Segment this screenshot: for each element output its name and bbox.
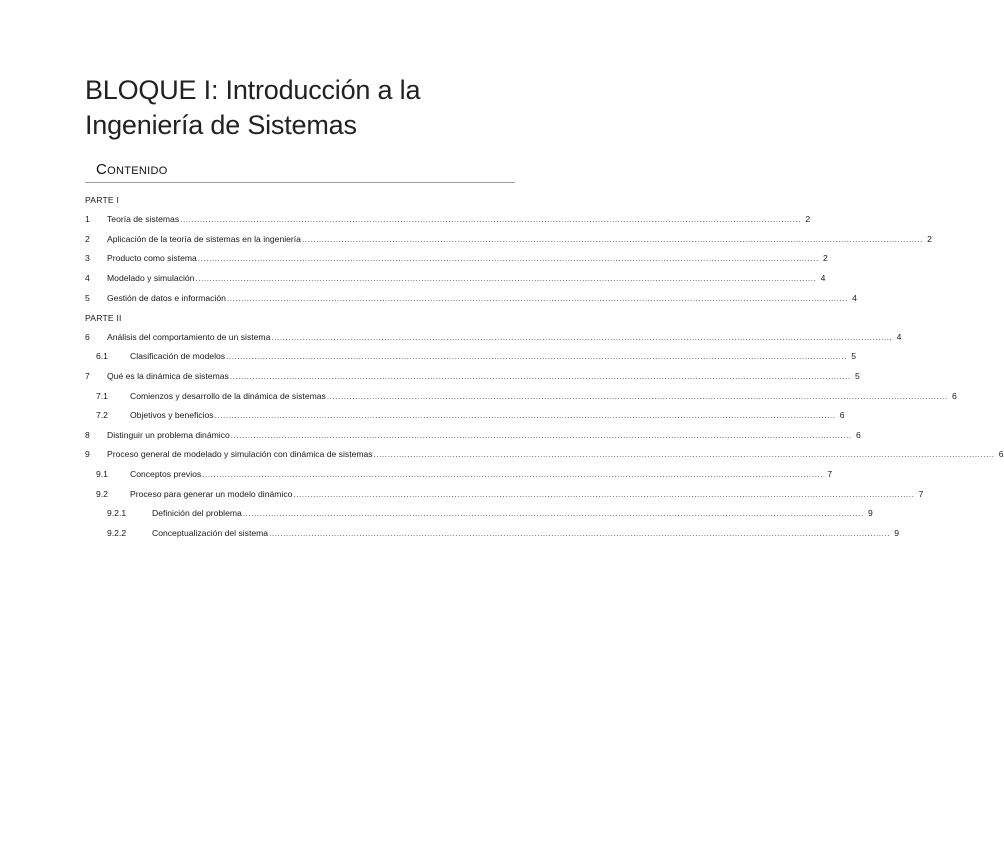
toc-entry[interactable]: [85, 421, 861, 441]
toc-dot-leader: ............................................................................................................................................................................................................................: [195, 273, 817, 283]
toc-dot-leader: ............................................................................................................................................................................................................................: [373, 450, 995, 460]
toc-entry[interactable]: [85, 519, 900, 539]
toc-entry-title: Teoría de sistemas: [107, 214, 180, 225]
toc-divider: [85, 182, 515, 183]
toc-entry-number: 8: [85, 429, 90, 440]
toc-entry[interactable]: [85, 225, 932, 245]
toc-entry[interactable]: [85, 245, 828, 265]
toc-entry-page-number: 9: [868, 508, 873, 519]
toc-dot-leader: ............................................................................................................................................................................................................................: [301, 234, 923, 244]
toc-entry-title: Objetivos y beneficios: [130, 410, 214, 421]
toc-entry-number: 4: [85, 272, 90, 283]
toc-dot-leader: ............................................................................................................................................................................................................................: [230, 430, 852, 440]
toc-entry[interactable]: [85, 441, 1004, 461]
toc-entry-number: 9.2: [96, 488, 108, 499]
toc-entry-number: 9.2.2: [107, 527, 127, 538]
toc-entry-title: Distinguir un problema dinámico: [107, 429, 230, 440]
toc-entry-number: 7.1: [96, 390, 108, 401]
toc-entry[interactable]: [85, 480, 924, 500]
toc-entry-number: 9.1: [96, 468, 108, 479]
toc-entry-title: Proceso para generar un modelo dinámico: [130, 488, 293, 499]
toc-entry[interactable]: [85, 362, 860, 382]
toc-dot-leader: ............................................................................................................................................................................................................................: [214, 411, 836, 421]
toc-entry-page-number: 6: [998, 449, 1004, 460]
toc-entry-page-number: 2: [927, 233, 932, 244]
toc-entry-page-number: 9: [894, 527, 900, 538]
toc-entry-page-number: 2: [823, 253, 828, 264]
toc-heading: Contenido: [96, 161, 168, 178]
toc-entry-number: 1: [85, 214, 90, 225]
toc-entry-number: 7: [85, 370, 90, 381]
toc-dot-leader: ............................................................................................................................................................................................................................: [197, 254, 819, 264]
toc-entry-page-number: 4: [852, 292, 857, 303]
toc-entry[interactable]: [85, 343, 857, 363]
table-of-contents: [85, 186, 1004, 539]
toc-entry[interactable]: [85, 500, 873, 520]
toc-entry[interactable]: [85, 284, 857, 304]
document-title: BLOQUE I: Introducción a la Ingeniería de Sistemas: [85, 75, 421, 140]
toc-entry-title: Definición del problema: [152, 508, 242, 519]
toc-entry-page-number: 7: [827, 468, 833, 479]
toc-entry-title: Proceso general de modelado y simulación con dinámica de sistemas: [107, 449, 373, 460]
toc-entry-page-number: 4: [896, 331, 902, 342]
toc-dot-leader: ............................................................................................................................................................................................................................: [293, 489, 915, 499]
toc-dot-leader: ............................................................................................................................................................................................................................: [226, 352, 848, 362]
toc-entry-number: 3: [85, 253, 90, 264]
toc-entry-title: Gestión de datos e información: [107, 292, 226, 303]
toc-entry-number: 7.2: [96, 410, 108, 421]
toc-entry[interactable]: [85, 206, 811, 226]
toc-entry-number: 6.1: [96, 351, 108, 362]
toc-entry[interactable]: [85, 402, 845, 422]
toc-entry-number: 5: [85, 292, 90, 303]
toc-part-heading: PARTE II: [85, 312, 122, 323]
toc-entry-title: Modelado y simulación: [107, 272, 195, 283]
toc-entry-page-number: 6: [839, 410, 845, 421]
toc-entry-number: 2: [85, 233, 90, 244]
toc-entry[interactable]: [85, 382, 957, 402]
toc-entry-page-number: 5: [855, 370, 860, 381]
toc-entry-title: Análisis del comportamiento de un sistema: [107, 331, 271, 342]
toc-entry-page-number: 2: [805, 214, 811, 225]
toc-entry-title: Comienzos y desarrollo de la dinámica de sistemas: [130, 390, 326, 401]
toc-entry-title: Conceptos previos: [130, 468, 202, 479]
toc-entry[interactable]: [85, 264, 826, 284]
toc-entry-number: 9: [85, 449, 90, 460]
toc-dot-leader: ............................................................................................................................................................................................................................: [202, 469, 824, 479]
toc-part-heading: PARTE I: [85, 195, 120, 205]
toc-entry-title: Producto como sistema: [107, 253, 197, 264]
toc-entry[interactable]: [85, 323, 902, 343]
toc-entry-title: Aplicación de la teoría de sistemas en la ingeniería: [107, 233, 301, 244]
toc-entry-page-number: 6: [952, 390, 957, 401]
toc-entry-title: Conceptualización del sistema: [152, 527, 269, 538]
toc-dot-leader: ............................................................................................................................................................................................................................: [326, 391, 948, 401]
toc-entry[interactable]: [85, 460, 833, 480]
toc-dot-leader: ............................................................................................................................................................................................................................: [226, 293, 848, 303]
toc-entry-page-number: 6: [855, 429, 861, 440]
toc-entry-page-number: 7: [918, 488, 924, 499]
toc-dot-leader: ............................................................................................................................................................................................................................: [180, 215, 802, 225]
toc-dot-leader: ............................................................................................................................................................................................................................: [229, 371, 851, 381]
toc-entry-number: 9.2.1: [107, 508, 127, 519]
toc-dot-leader: ............................................................................................................................................................................................................................: [269, 528, 891, 538]
toc-dot-leader: ............................................................................................................................................................................................................................: [271, 332, 893, 342]
toc-entry-title: Qué es la dinámica de sistemas: [107, 370, 229, 381]
toc-entry-page-number: 4: [820, 272, 826, 283]
toc-entry-page-number: 5: [851, 351, 857, 362]
toc-dot-leader: ............................................................................................................................................................................................................................: [242, 509, 864, 519]
toc-entry-title: Clasificación de modelos: [130, 351, 226, 362]
toc-entry-number: 6: [85, 331, 90, 342]
